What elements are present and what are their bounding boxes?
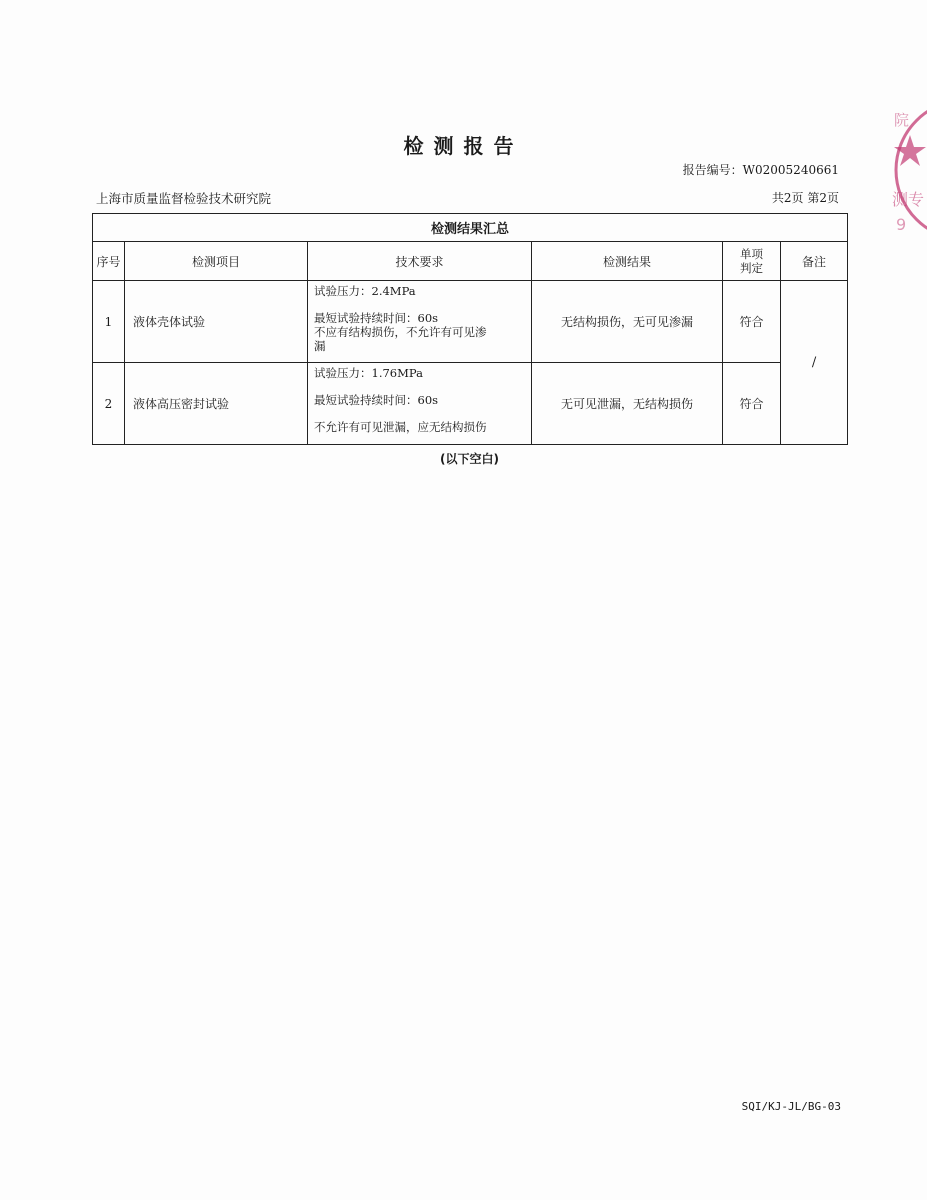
row-result: 无结构损伤，无可见渗漏 xyxy=(532,281,723,363)
requirement-line: 试验压力：1.76MPa xyxy=(314,366,423,380)
row-seq: 2 xyxy=(93,363,125,445)
row-result: 无可见泄漏，无结构损伤 xyxy=(532,363,723,445)
header-seq: 序号 xyxy=(93,242,125,281)
results-summary-table xyxy=(92,213,848,445)
header-verdict-text: 单项 判定 xyxy=(740,247,763,275)
header-remark: 备注 xyxy=(781,242,848,281)
requirement-line: 漏 xyxy=(314,339,326,353)
svg-text:测专: 测专 xyxy=(892,190,925,209)
seal-icon xyxy=(874,95,927,245)
table-caption: 检测结果汇总 xyxy=(93,214,848,242)
requirement-line: 试验压力：2.4MPa xyxy=(314,284,416,298)
remark-value: / xyxy=(811,355,817,370)
requirement-line: 不允许有可见泄漏，应无结构损伤 xyxy=(314,420,487,434)
row-seq: 1 xyxy=(93,281,125,363)
svg-text:院: 院 xyxy=(894,111,910,129)
remark-cell xyxy=(781,281,848,445)
header-result: 检测结果 xyxy=(532,242,723,281)
row-verdict: 符合 xyxy=(723,363,781,445)
row-requirement xyxy=(308,363,532,445)
table-row xyxy=(93,363,848,445)
header-verdict xyxy=(723,242,781,281)
header-item: 检测项目 xyxy=(125,242,308,281)
requirement-line: 最短试验持续时间：60s xyxy=(314,393,439,407)
row-item: 液体壳体试验 xyxy=(125,281,308,363)
report-title: 检测报告 xyxy=(403,134,524,158)
row-item: 液体高压密封试验 xyxy=(125,363,308,445)
row-verdict: 符合 xyxy=(723,281,781,363)
official-seal xyxy=(874,95,927,245)
blank-below-note: (以下空白) xyxy=(440,452,499,466)
page-count: 共2页 第2页 xyxy=(771,191,839,205)
table-header-row xyxy=(93,242,848,281)
report-number: 报告编号：W02005240661 xyxy=(682,163,839,177)
table-row xyxy=(93,281,848,363)
header-requirement: 技术要求 xyxy=(308,242,532,281)
institute-name: 上海市质量监督检验技术研究院 xyxy=(96,191,272,206)
form-code: SQI/KJ-JL/BG-03 xyxy=(741,1100,841,1113)
row-requirement xyxy=(308,281,532,363)
svg-text:9: 9 xyxy=(896,215,907,234)
requirement-line: 最短试验持续时间：60s xyxy=(314,311,439,325)
requirement-line: 不应有结构损伤，不允许有可见渗 xyxy=(314,325,487,339)
